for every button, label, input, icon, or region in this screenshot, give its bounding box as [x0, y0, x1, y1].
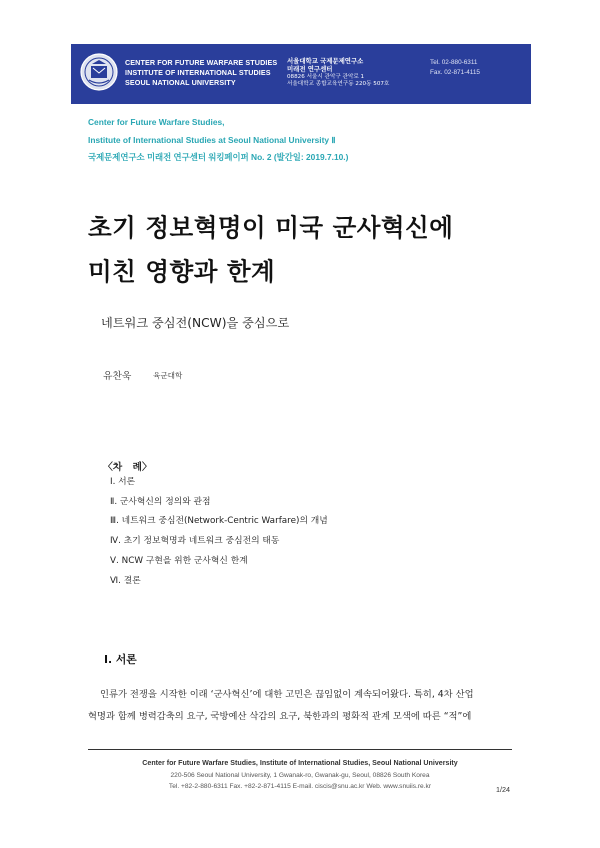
- author-affiliation: 육군대학: [153, 371, 183, 380]
- table-of-contents: [110, 473, 328, 591]
- header-en-line: CENTER FOR FUTURE WARFARE STUDIES: [125, 58, 278, 67]
- header-korean-name: [287, 57, 389, 89]
- header-en-line: INSTITUTE OF INTERNATIONAL STUDIES: [125, 68, 271, 77]
- toc-item: Ⅲ. 네트워크 중심전(Network-Centric Warfare)의 개념: [110, 516, 328, 527]
- paper-title: [88, 206, 453, 294]
- paper-subtitle: 네트워크 중심전(NCW)을 중심으로: [101, 316, 290, 330]
- meta-line: Institute of International Studies at Seoul National University Ⅱ: [88, 134, 336, 145]
- toc-item: Ⅳ. 초기 정보혁명과 네트워크 중심전의 태동: [110, 536, 280, 547]
- paragraph-line: 인류가 전쟁을 시작한 이래 ‘군사혁신’에 대한 고민은 끊임없이 계속되어왔다. 특히, 4차 산업: [100, 689, 474, 700]
- header-tel: Tel. 02-880-6311: [430, 59, 478, 66]
- header-kr-address: 08826 서울시 관악구 관악로 1: [287, 73, 365, 80]
- page-footer: [88, 757, 512, 792]
- header-en-line: SEOUL NATIONAL UNIVERSITY: [125, 78, 236, 87]
- header-kr-line: 미래전 연구센터: [287, 65, 333, 74]
- title-line: 미친 영향과 한계: [88, 257, 276, 286]
- header-kr-address: 서울대학교 종합교육연구동 220동 507호: [287, 81, 390, 88]
- footer-institution: Center for Future Warfare Studies, Institute of International Studies, Seoul National University: [142, 759, 458, 767]
- toc-item: Ⅵ. 결론: [110, 575, 141, 586]
- toc-heading: 〈차 례〉: [103, 462, 152, 473]
- section-heading: Ⅰ. 서론: [104, 653, 137, 666]
- toc-item: Ⅱ. 군사혁신의 정의와 관점: [110, 496, 211, 507]
- title-line: 초기 정보혁명이 미국 군사혁신에: [88, 213, 454, 242]
- footer-contact: Tel. +82-2-880-6311 Fax. +82-2-871-4115 E-mail. ciscis@snu.ac.kr Web. www.snuiis.re.kr: [168, 783, 432, 790]
- footer-divider: [88, 749, 512, 750]
- paragraph-line: 혁명과 함께 병력감축의 요구, 국방예산 삭감의 요구, 북한과의 평화적 관계 모색에 따른 “적”에: [88, 710, 472, 722]
- toc-item: Ⅴ. NCW 구현을 위한 군사혁신 한계: [110, 555, 248, 566]
- paper-meta: [88, 114, 348, 167]
- toc-item: Ⅰ. 서론: [110, 477, 136, 487]
- header-english-name: [125, 58, 277, 88]
- page-number: 1/24: [496, 785, 510, 794]
- author-name: 유찬욱: [103, 371, 132, 382]
- meta-line: 국제문제연구소 미래전 연구센터 워킹페이퍼 No. 2 (발간일: 2019.7.10.): [88, 152, 349, 162]
- footer-address: 220-506 Seoul National University, 1 Gwanak-ro, Gwanak-gu, Seoul, 08826 South Korea: [170, 772, 430, 779]
- meta-line: Center for Future Warfare Studies,: [88, 117, 225, 127]
- header-fax: Fax. 02-871-4115: [430, 69, 480, 76]
- header-contact: [430, 58, 480, 78]
- body-paragraph: [88, 684, 528, 727]
- snu-seal-icon: [79, 52, 119, 92]
- letterhead-banner: [71, 44, 531, 104]
- header-kr-line: 서울대학교 국제문제연구소: [287, 57, 364, 65]
